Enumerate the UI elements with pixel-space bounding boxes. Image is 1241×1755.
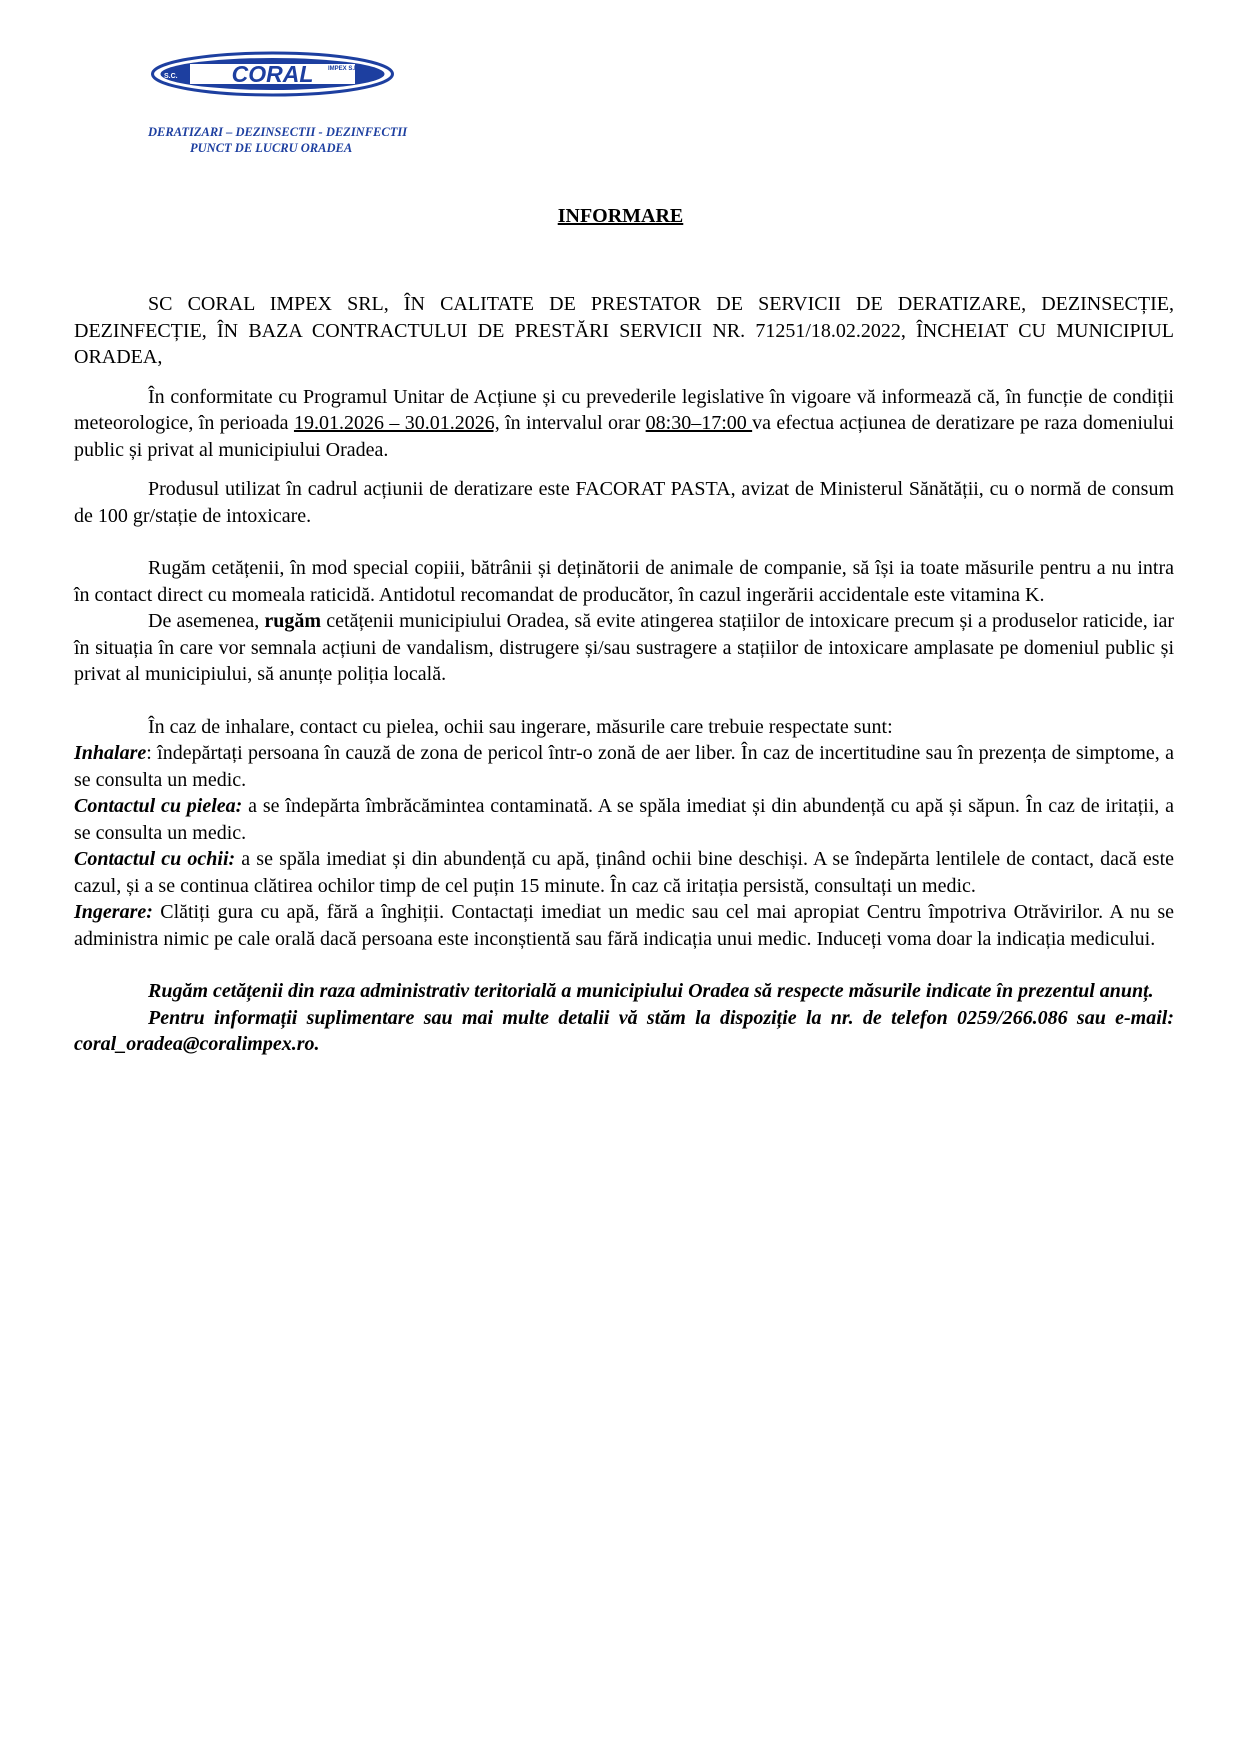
closing-request: Rugăm cetățenii din raza administrativ teritorială a municipiului Oradea să respecte măsurile indicate în prezentul anunț. xyxy=(148,980,1154,1002)
vandalism-text-2: cetățenii municipiului Oradea, să evite atingerea stațiilor de intoxicare precum și a produselor raticide, iar în situația în care vor semnala acțiuni de vandalism, distrugere și/sau sustragere a stațiilor de intoxicare amplasate pe domeniul public și privat al municipiului, să anunțe poliția locală. xyxy=(74,610,1174,685)
document-body xyxy=(74,291,1174,1058)
schedule-hours: 08:30–17:00 xyxy=(645,412,753,434)
page-title: INFORMARE xyxy=(557,205,684,227)
measure-label: Contactul cu ochii: xyxy=(74,848,236,870)
measure-text: a se spăla imediat și din abundență cu apă, ținând ochii bine deschiși. A se îndepărta lentilele de contact, dacă este cazul, și a se continua clătirea ochilor timp de cel puțin 15 minute. În caz că iritația persistă, consultați un medic. xyxy=(74,848,1175,897)
schedule-paragraph xyxy=(74,384,1174,464)
measure-label: Contactul cu pielea: xyxy=(74,795,243,817)
company-tagline xyxy=(148,124,407,156)
vandalism-paragraph xyxy=(74,608,1174,688)
logo-right-text: IMPEX S.R.L. xyxy=(328,66,366,72)
contact-info: Pentru informații suplimentare sau mai multe detalii vă stăm la dispoziție la nr. de telefon 0259/266.086 sau e-mail: coral_oradea@coralimpex.ro. xyxy=(74,1006,1174,1055)
measure-eyes xyxy=(74,846,1174,899)
schedule-text-2: în intervalul orar xyxy=(499,412,646,434)
tagline-location: PUNCT DE LUCRU ORADEA xyxy=(190,141,353,155)
measure-skin xyxy=(74,793,1174,846)
measure-label: Ingerare: xyxy=(74,901,153,923)
company-logo xyxy=(150,50,395,98)
measure-inhalation xyxy=(74,740,1174,793)
warning-paragraph: Rugăm cetățenii, în mod special copiii, bătrânii și deținătorii de animale de companie, să își ia toate măsurile pentru a nu intra în contact direct cu momeala raticidă. Antidotul recomandat de producător, în cazul ingerării accidentale este vitamina K. xyxy=(74,557,1174,606)
product-paragraph: Produsul utilizat în cadrul acțiunii de deratizare este FACORAT PASTA, avizat de Ministerul Sănătății, cu o normă de consum de 100 gr/stație de intoxicare. xyxy=(74,478,1174,527)
measures-intro: În caz de inhalare, contact cu pielea, ochii sau ingerare, măsurile care trebuie respectate sunt: xyxy=(148,715,893,738)
measure-ingestion xyxy=(74,899,1174,952)
schedule-text-3: va efectua acțiunea de deratizare pe raza domeniului public și privat al municipiului Oradea. xyxy=(74,412,1174,461)
measure-text: a se îndepărta îmbrăcămintea contaminată. A se spăla imediat și din abundență cu apă și săpun. În caz de iritații, a se consulta un medic. xyxy=(74,795,1174,844)
measure-text: : îndepărtați persoana în cauză de zona de pericol într-o zonă de aer liber. În caz de incertitudine sau în prezența de simptome, a se consulta un medic. xyxy=(74,742,1174,791)
logo-left-text: S.C. xyxy=(164,73,178,80)
measure-label: Inhalare xyxy=(74,742,147,764)
intro-paragraph: SC CORAL IMPEX SRL, ÎN CALITATE DE PRESTATOR DE SERVICII DE DERATIZARE, DEZINSECȚIE, DEZINFECȚIE, ÎN BAZA CONTRACTULUI DE PRESTĂRI SERVICII NR. 71251/18.02.2022, ÎNCHEIAT CU MUNICIPIUL ORADEA, xyxy=(74,293,1174,368)
logo-text: CORAL xyxy=(231,61,314,87)
vandalism-bold: rugăm xyxy=(264,610,322,632)
vandalism-text-1: De asemenea, xyxy=(148,610,265,632)
tagline-services: DERATIZARI – DEZINSECTII - DEZINFECTII xyxy=(148,125,408,139)
schedule-period: 19.01.2026 – 30.01.2026, xyxy=(293,412,500,434)
schedule-text-1: În conformitate cu Programul Unitar de Acțiune și cu prevederile legislative în vigoare vă informează că, în funcție de condiții meteorologice, în perioada xyxy=(74,385,1174,434)
measure-text: Clătiți gura cu apă, fără a înghiții. Contactați imediat un medic sau cel mai apropiat Centru împotriva Otrăvirilor. A nu se administra nimic pe cale orală dacă persoana este inconștientă sau fără indicația unui medic. Induceți voma doar la indicația medicului. xyxy=(74,901,1174,950)
